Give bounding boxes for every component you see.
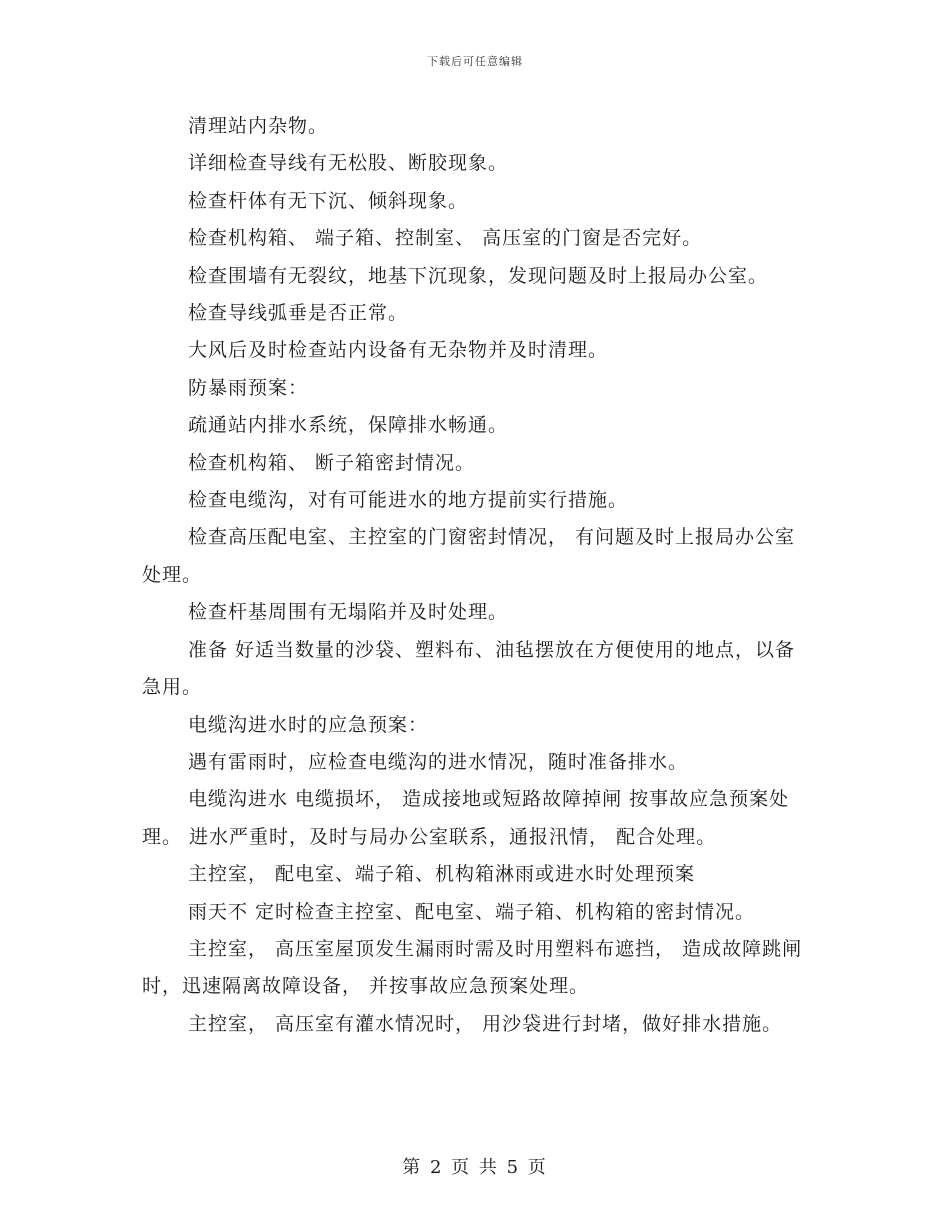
paragraph: 检查高压配电室、主控室的门窗密封情况， 有问题及时上报局办公室处理。	[142, 526, 796, 586]
section-heading: 防暴雨预案：	[188, 376, 309, 399]
paragraph: 雨天不 定时检查主控室、配电室、端子箱、机构箱的密封情况。	[188, 900, 756, 923]
paragraph: 电缆沟进水 电缆损坏， 造成接地或短路故障掉闸 按事故应急预案处理。 进水严重时，及时与局办公室联系，通报汛情， 配合处理。	[142, 788, 790, 848]
paragraph: 主控室， 高压室屋顶发生漏雨时需及时用塑料布遮挡， 造成故障跳闸时，迅速隔离故障设备， 并按事故应急预案处理。	[142, 937, 803, 998]
paragraph: 遇有雷雨时，应检查电缆沟的进水情况，随时准备排水。	[188, 750, 689, 773]
paragraph: 检查杆体有无下沉、倾斜现象。	[188, 189, 469, 212]
paragraph: 详细检查导线有无松股、断胶现象。	[188, 152, 509, 175]
paragraph: 检查杆基周围有无塌陷并及时处理。	[188, 601, 509, 624]
section-heading: 电缆沟进水时的应急预案：	[188, 713, 429, 736]
document-body	[142, 108, 814, 1043]
paragraph: 疏通站内排水系统，保障排水畅通。	[188, 414, 509, 437]
paragraph: 清理站内杂物。	[188, 115, 329, 137]
paragraph: 检查导线弧垂是否正常。	[188, 302, 409, 325]
paragraph: 主控室， 高压室有灌水情况时， 用沙袋进行封堵，做好排水措施。	[188, 1012, 783, 1035]
section-heading: 主控室， 配电室、端子箱、机构箱淋雨或进水时处理预案	[188, 863, 696, 886]
paragraph: 检查机构箱、 端子箱、控制室、 高压室的门窗是否完好。	[188, 227, 703, 250]
paragraph: 检查围墙有无裂纹，地基下沉现象，发现问题及时上报局办公室。	[188, 264, 769, 287]
paragraph: 检查机构箱、 断子箱密封情况。	[188, 451, 476, 474]
paragraph: 大风后及时检查站内设备有无杂物并及时清理。	[188, 339, 609, 362]
paragraph: 准备 好适当数量的沙袋、塑料布、油毡摆放在方便使用的地点，以备急用。	[142, 638, 796, 699]
page-header: 下载后可任意编辑	[427, 55, 523, 68]
page-number-footer: 第 2 页 共 5 页	[402, 1157, 548, 1178]
paragraph: 检查电缆沟，对有可能进水的地方提前实行措施。	[188, 489, 629, 512]
